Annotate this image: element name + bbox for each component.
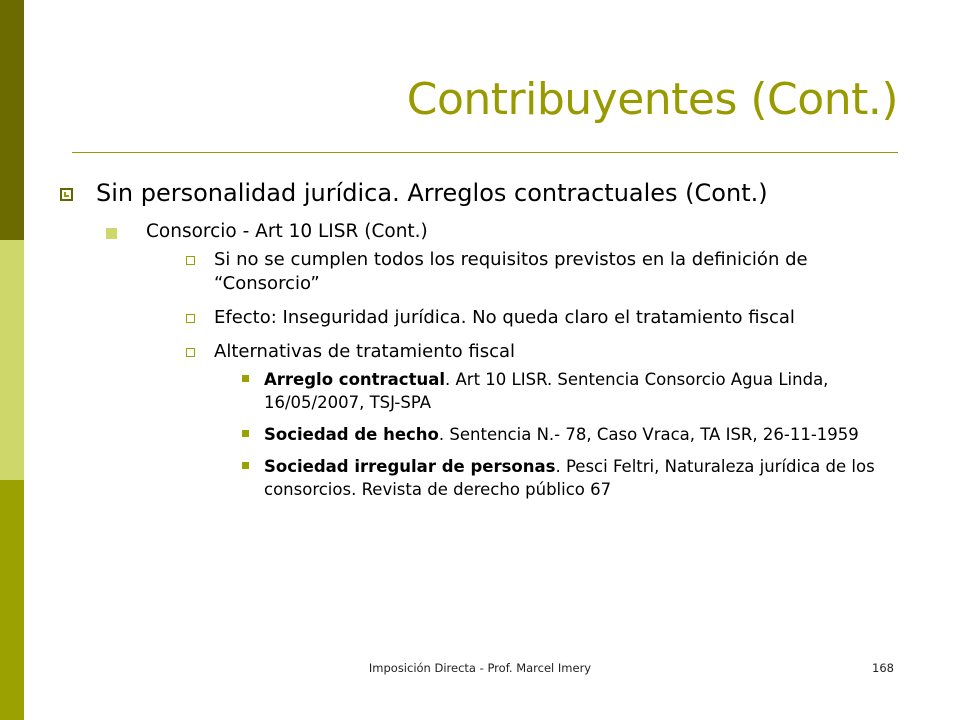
bullet-item-level3 [186,248,900,296]
bullet-item-level2 [106,218,900,501]
small-square-outline-bullet-icon [186,314,195,323]
bullet-term-bold: Sociedad irregular de personas [264,457,556,476]
small-square-outline-bullet-icon [186,348,195,357]
bullet-item-level1 [60,176,900,501]
sub-list-level4 [242,368,900,501]
page-number: 168 [872,661,894,675]
bullet-text-level2: Consorcio - Art 10 LISR (Cont.) [146,221,428,242]
bullet-text-level4: . Art 10 LISR. Sentencia Consorcio Agua Linda, 16/05/2007, TSJ-SPA [264,370,829,412]
sub-list-level3 [186,248,900,501]
bullet-text-level1: Sin personalidad jurídica. Arreglos contractuales (Cont.) [96,179,768,207]
filled-square-bullet-icon [106,228,117,239]
bullet-text-level4: . Pesci Feltri, Naturaleza jurídica de los consorcios. Revista de derecho público 67 [264,457,875,499]
sidebar-band-middle [0,240,24,480]
bullet-item-level4 [242,455,900,501]
small-square-outline-bullet-icon [186,256,195,265]
bullet-item-level4 [242,368,900,414]
bullet-text-level3: Efecto: Inseguridad jurídica. No queda claro el tratamiento fiscal [214,307,795,328]
slide-title: Contribuyentes (Cont.) [406,74,898,125]
bullet-term-bold: Sociedad de hecho [264,425,439,444]
sidebar-band-top [0,0,24,240]
small-filled-square-bullet-icon [242,375,249,382]
sidebar-band-bottom [0,480,24,720]
bullet-term-bold: Arreglo contractual [264,370,446,389]
bullet-text-level3: Si no se cumplen todos los requisitos previstos en la definición de “Consorcio” [214,249,808,294]
bullet-item-level3 [186,306,900,330]
title-divider [72,152,898,153]
sub-list-level2 [106,218,900,501]
square-outline-bullet-icon [60,188,73,201]
footer-text: Imposición Directa - Prof. Marcel Imery [368,661,592,675]
bullet-item-level3 [186,340,900,501]
small-filled-square-bullet-icon [242,462,249,469]
bullet-text-level3: Alternativas de tratamiento fiscal [214,341,516,362]
bullet-item-level4 [242,423,900,446]
bullet-list [60,176,900,511]
bullet-text-level4: . Sentencia N.- 78, Caso Vraca, TA ISR, 26-11-1959 [438,425,859,444]
small-filled-square-bullet-icon [242,430,249,437]
